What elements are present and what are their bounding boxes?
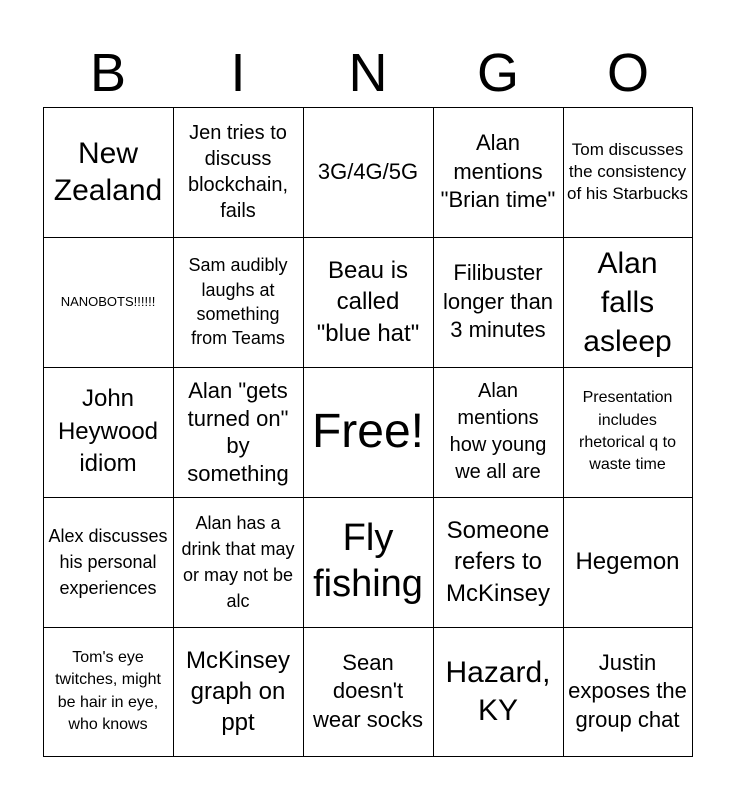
bingo-cell[interactable]: [303, 497, 434, 628]
bingo-cell-text: Someone refers to McKinsey: [445, 517, 551, 607]
bingo-cell[interactable]: [43, 367, 174, 498]
bingo-cell-text: Hazard, KY: [445, 656, 551, 727]
bingo-cell-text: John Heywood idiom: [57, 385, 159, 478]
bingo-cell[interactable]: [433, 237, 564, 368]
bingo-cell[interactable]: [43, 627, 174, 757]
bingo-cell-text: Hegemon: [575, 548, 680, 575]
bingo-cell-text: McKinsey graph on ppt: [185, 646, 291, 737]
bingo-header: [43, 40, 693, 106]
bingo-cell[interactable]: [43, 237, 174, 368]
header-letter-g: G: [476, 43, 519, 103]
bingo-cell-text: Sam audibly laughs at something from Teams: [188, 255, 288, 349]
header-letter-i: I: [230, 43, 246, 103]
bingo-cell[interactable]: [303, 367, 434, 498]
bingo-cell[interactable]: [433, 367, 564, 498]
header-letter-b: B: [89, 43, 127, 103]
bingo-cell[interactable]: [43, 497, 174, 628]
bingo-cell-text: Fly fishing: [313, 517, 423, 605]
bingo-cell[interactable]: [563, 627, 693, 757]
bingo-cell[interactable]: [173, 237, 304, 368]
header-letter-n: N: [348, 43, 388, 103]
bingo-cell[interactable]: [433, 627, 564, 757]
bingo-cell-text: Tom discusses the consistency of his Starbucks: [567, 139, 688, 204]
bingo-cell-text: Tom's eye twitches, might be hair in eye, who knows: [55, 648, 161, 733]
bingo-cell[interactable]: [173, 107, 304, 238]
bingo-cell[interactable]: [563, 497, 693, 628]
bingo-grid: [43, 107, 693, 757]
bingo-cell-text: Alan mentions "Brian time": [440, 130, 556, 213]
bingo-cell-text: Alan falls asleep: [583, 246, 672, 358]
bingo-cell-text: Justin exposes the group chat: [568, 649, 687, 732]
bingo-cell-text: NANOBOTS!!!!!!: [60, 293, 156, 309]
bingo-cell[interactable]: [303, 627, 434, 757]
bingo-cell[interactable]: [173, 627, 304, 757]
bingo-cell-text: Free!: [311, 405, 425, 459]
bingo-cell[interactable]: [563, 367, 693, 498]
bingo-cell-text: Filibuster longer than 3 minutes: [442, 260, 554, 343]
bingo-cell[interactable]: [563, 237, 693, 368]
bingo-cell-text: Alex discusses his personal experiences: [48, 525, 168, 599]
bingo-cell-text: Sean doesn't wear socks: [312, 649, 424, 732]
header-letter-o: O: [606, 43, 649, 103]
bingo-cell[interactable]: [303, 107, 434, 238]
bingo-cell[interactable]: [563, 107, 693, 238]
bingo-cell-text: Jen tries to discuss blockchain, fails: [187, 122, 289, 222]
bingo-cell[interactable]: [43, 107, 174, 238]
bingo-cell-text: Alan has a drink that may or may not be alc: [181, 512, 295, 612]
bingo-cell-text: 3G/4G/5G: [317, 159, 419, 185]
bingo-cell[interactable]: [303, 237, 434, 368]
bingo-cell-text: Beau is called "blue hat": [316, 257, 420, 347]
bingo-cell-text: Presentation includes rhetorical q to waste time: [579, 389, 676, 474]
bingo-cell-text: Alan mentions how young we all are: [449, 380, 547, 483]
bingo-cell[interactable]: [433, 107, 564, 238]
bingo-cell-text: Alan "gets turned on" by something: [187, 378, 289, 486]
bingo-cell[interactable]: [173, 367, 304, 498]
bingo-cell-text: New Zealand: [53, 136, 163, 207]
bingo-cell[interactable]: [433, 497, 564, 628]
bingo-cell[interactable]: [173, 497, 304, 628]
